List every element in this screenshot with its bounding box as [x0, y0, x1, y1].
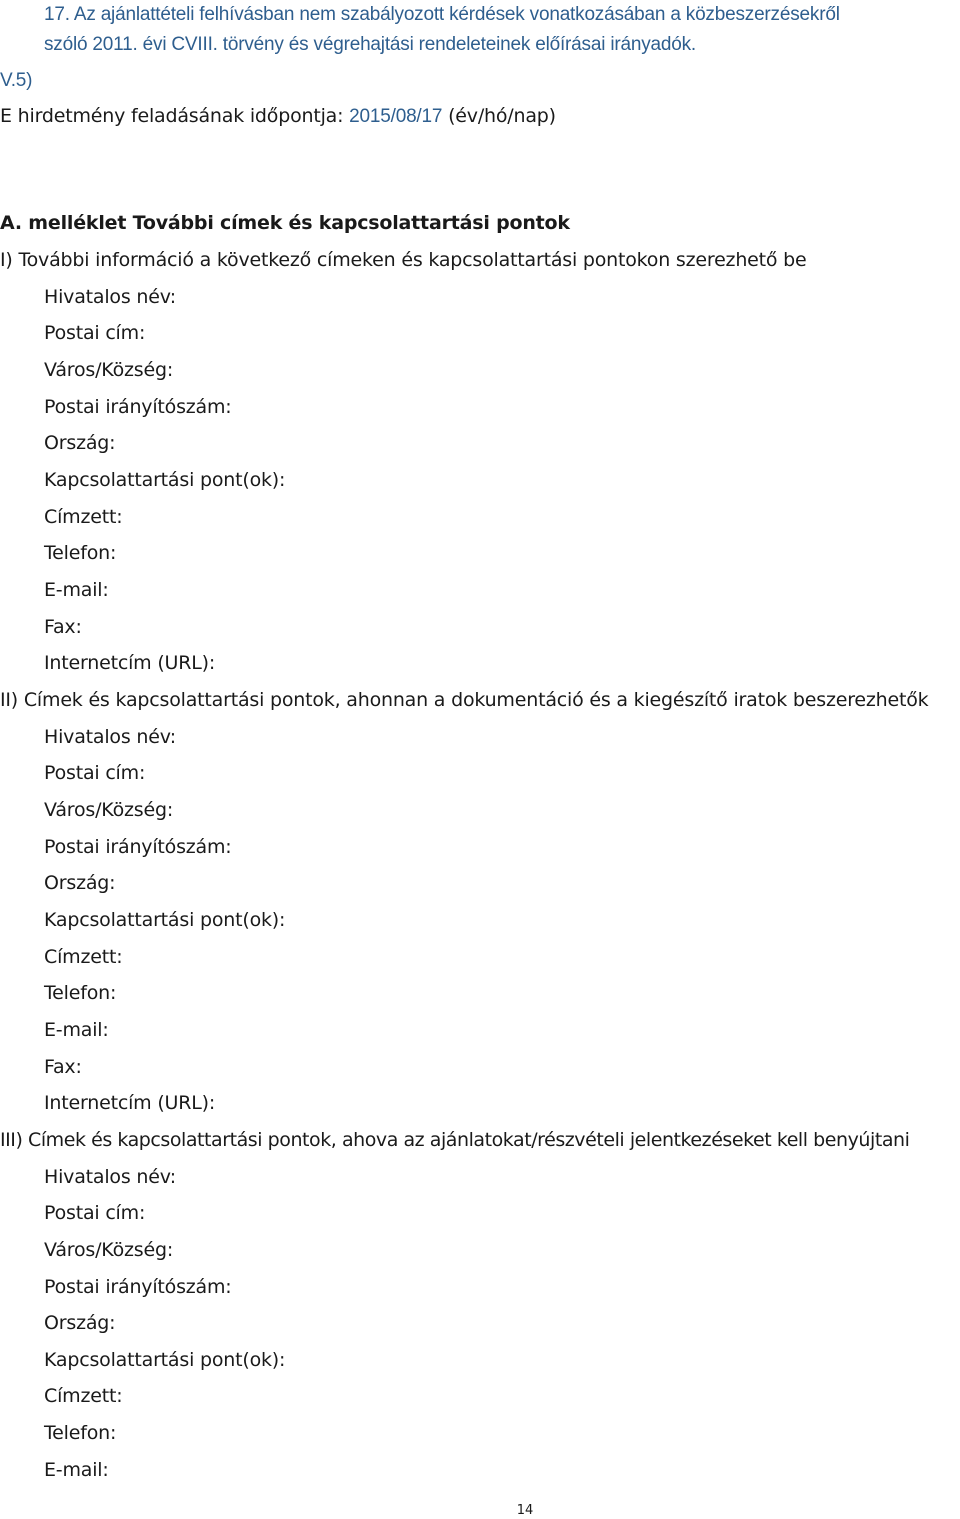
section-3-country: Ország: — [44, 1312, 116, 1334]
notice-date-value: 2015/08/17 — [349, 106, 443, 127]
section-3-postal-code: Postai irányítószám: — [44, 1276, 232, 1298]
section-3-contact-points: Kapcsolattartási pont(ok): — [44, 1349, 286, 1371]
section-1-email: E-mail: — [44, 579, 109, 601]
page-number: 14 — [516, 1503, 534, 1518]
notice-date-format: (év/hó/nap) — [448, 105, 556, 127]
item-17-line-1: 17. Az ajánlattételi felhívásban nem szabályozott kérdések vonatkozásában a közbeszerzésekről — [44, 4, 840, 25]
section-2-phone: Telefon: — [44, 982, 117, 1004]
section-2-email: E-mail: — [44, 1019, 109, 1041]
section-3-email: E-mail: — [44, 1459, 109, 1481]
notice-date-line — [0, 104, 556, 129]
section-1-fax: Fax: — [44, 616, 82, 638]
section-2-postal-address: Postai cím: — [44, 762, 146, 784]
section-2-url: Internetcím (URL): — [44, 1092, 216, 1114]
section-2-country: Ország: — [44, 872, 116, 894]
section-2-official-name: Hivatalos név: — [44, 726, 176, 748]
section-2-city: Város/Község: — [44, 799, 174, 821]
section-2-recipient: Címzett: — [44, 946, 123, 968]
section-3-recipient: Címzett: — [44, 1385, 123, 1407]
section-2-heading: II) Címek és kapcsolattartási pontok, ahonnan a dokumentáció és a kiegészítő iratok beszerezhetők — [0, 689, 929, 711]
section-2-contact-points: Kapcsolattartási pont(ok): — [44, 909, 286, 931]
section-3-postal-address: Postai cím: — [44, 1202, 146, 1224]
section-3-city: Város/Község: — [44, 1239, 174, 1261]
section-1-official-name: Hivatalos név: — [44, 286, 176, 308]
annex-title: A. melléklet További címek és kapcsolattartási pontok — [0, 212, 570, 234]
item-17-line-2: szóló 2011. évi CVIII. törvény és végrehajtási rendeleteinek előírásai irányadók. — [44, 34, 696, 55]
section-2-postal-code: Postai irányítószám: — [44, 836, 232, 858]
section-1-phone: Telefon: — [44, 542, 117, 564]
section-1-recipient: Címzett: — [44, 506, 123, 528]
notice-date-label: E hirdetmény feladásának időpontja: — [0, 105, 344, 127]
section-v5-label: V.5) — [0, 70, 33, 91]
section-3-heading: III) Címek és kapcsolattartási pontok, ahova az ajánlatokat/részvételi jelentkezéseket kell benyújtani — [0, 1129, 910, 1151]
section-3-phone: Telefon: — [44, 1422, 117, 1444]
section-1-postal-address: Postai cím: — [44, 322, 146, 344]
section-1-contact-points: Kapcsolattartási pont(ok): — [44, 469, 286, 491]
section-3-official-name: Hivatalos név: — [44, 1166, 176, 1188]
section-1-url: Internetcím (URL): — [44, 652, 216, 674]
section-1-heading: I) További információ a következő címeken és kapcsolattartási pontokon szerezhető be — [0, 249, 807, 271]
section-1-country: Ország: — [44, 432, 116, 454]
section-2-fax: Fax: — [44, 1056, 82, 1078]
section-1-city: Város/Község: — [44, 359, 174, 381]
section-1-postal-code: Postai irányítószám: — [44, 396, 232, 418]
